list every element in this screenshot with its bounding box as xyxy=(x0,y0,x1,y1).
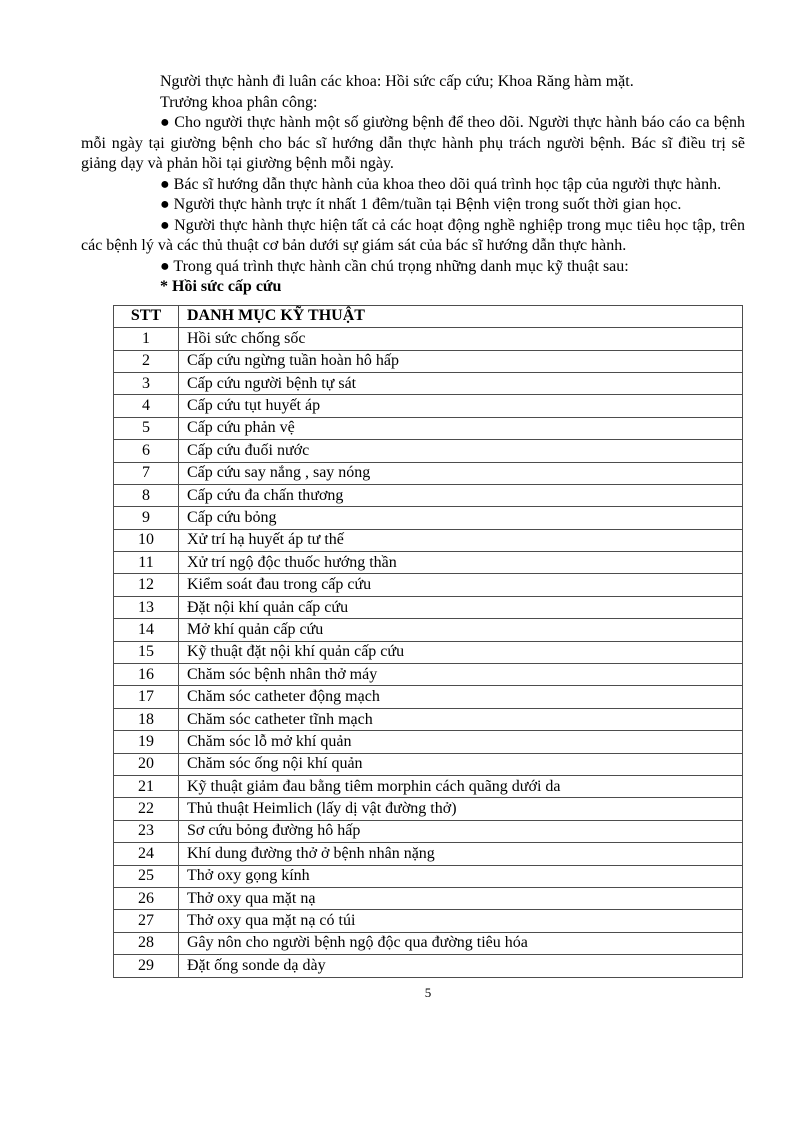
technique-name-cell: Chăm sóc lỗ mở khí quản xyxy=(179,731,743,753)
table-row xyxy=(114,619,743,641)
row-number-cell: 23 xyxy=(114,820,179,842)
technique-name-cell: Xử trí hạ huyết áp tư thế xyxy=(179,529,743,551)
technique-name-cell: Khí dung đường thở ở bệnh nhân nặng xyxy=(179,843,743,865)
technique-name-cell: Sơ cứu bỏng đường hô hấp xyxy=(179,820,743,842)
row-number-cell: 26 xyxy=(114,887,179,909)
row-number-cell: 4 xyxy=(114,395,179,417)
table-row xyxy=(114,462,743,484)
paragraph: ● Người thực hành trực ít nhất 1 đêm/tuần tại Bệnh viện trong suốt thời gian học. xyxy=(160,196,682,213)
table-body xyxy=(114,328,743,977)
row-number-cell: 8 xyxy=(114,484,179,506)
technique-name-cell: Cấp cứu tụt huyết áp xyxy=(179,395,743,417)
section-heading: * Hồi sức cấp cứu xyxy=(160,278,282,295)
page-content xyxy=(81,72,745,1001)
row-number-cell: 15 xyxy=(114,641,179,663)
table-row xyxy=(114,686,743,708)
table-header xyxy=(114,305,743,328)
technique-name-cell: Chăm sóc ống nội khí quản xyxy=(179,753,743,775)
technique-name-cell: Hồi sức chống sốc xyxy=(179,328,743,350)
row-number-cell: 6 xyxy=(114,440,179,462)
table-row xyxy=(114,664,743,686)
technique-name-cell: Chăm sóc catheter động mạch xyxy=(179,686,743,708)
row-number-cell: 13 xyxy=(114,596,179,618)
row-number-cell: 5 xyxy=(114,417,179,439)
table-row xyxy=(114,798,743,820)
table-row xyxy=(114,820,743,842)
row-number-cell: 21 xyxy=(114,776,179,798)
technique-name-cell: Cấp cứu bỏng xyxy=(179,507,743,529)
row-number-cell: 27 xyxy=(114,910,179,932)
row-number-cell: 19 xyxy=(114,731,179,753)
table-row xyxy=(114,776,743,798)
table-row xyxy=(114,552,743,574)
technique-name-cell: Mở khí quản cấp cứu xyxy=(179,619,743,641)
technique-name-cell: Thủ thuật Heimlich (lấy dị vật đường thở) xyxy=(179,798,743,820)
table-row xyxy=(114,843,743,865)
paragraph: ● Trong quá trình thực hành cần chú trọng những danh mục kỹ thuật sau: xyxy=(160,257,629,275)
technique-name-cell: Kiểm soát đau trong cấp cứu xyxy=(179,574,743,596)
row-number-cell: 11 xyxy=(114,552,179,574)
table-row xyxy=(114,395,743,417)
paragraph: Trưởng khoa phân công: xyxy=(160,93,318,111)
technique-name-cell: Cấp cứu đuối nước xyxy=(179,440,743,462)
technique-name-cell: Chăm sóc bệnh nhân thở máy xyxy=(179,664,743,686)
table-row xyxy=(114,596,743,618)
table-row xyxy=(114,910,743,932)
technique-name-cell: Xử trí ngộ độc thuốc hướng thần xyxy=(179,552,743,574)
row-number-cell: 28 xyxy=(114,932,179,954)
technique-name-cell: Thở oxy qua mặt nạ xyxy=(179,887,743,909)
table-row xyxy=(114,932,743,954)
row-number-cell: 25 xyxy=(114,865,179,887)
row-number-cell: 16 xyxy=(114,664,179,686)
table-row xyxy=(114,507,743,529)
paragraph: ● Cho người thực hành một số giường bệnh để theo dõi. Người thực hành báo cáo ca bệnh mỗi ngày tại giường bệnh cho bác sĩ hướng dẫn thực hành phụ trách người bệnh. Bác sĩ điều trị sẽ giảng dạy và phản hồi tại giường bệnh mỗi ngày. xyxy=(81,114,745,172)
row-number-cell: 24 xyxy=(114,843,179,865)
technique-name-cell: Kỹ thuật giảm đau bằng tiêm morphin cách quãng dưới da xyxy=(179,776,743,798)
table-row xyxy=(114,708,743,730)
technique-name-cell: Kỹ thuật đặt nội khí quản cấp cứu xyxy=(179,641,743,663)
column-header-stt: STT xyxy=(114,305,179,328)
row-number-cell: 12 xyxy=(114,574,179,596)
row-number-cell: 18 xyxy=(114,708,179,730)
row-number-cell: 14 xyxy=(114,619,179,641)
technique-name-cell: Cấp cứu ngừng tuần hoàn hô hấp xyxy=(179,350,743,372)
row-number-cell: 2 xyxy=(114,350,179,372)
row-number-cell: 9 xyxy=(114,507,179,529)
table-row xyxy=(114,440,743,462)
row-number-cell: 29 xyxy=(114,955,179,977)
paragraph: Người thực hành đi luân các khoa: Hồi sức cấp cứu; Khoa Răng hàm mặt. xyxy=(160,73,634,90)
table-row xyxy=(114,372,743,394)
row-number-cell: 1 xyxy=(114,328,179,350)
technique-name-cell: Gây nôn cho người bệnh ngộ độc qua đường tiêu hóa xyxy=(179,932,743,954)
technique-name-cell: Thở oxy gọng kính xyxy=(179,865,743,887)
table-row xyxy=(114,753,743,775)
technique-name-cell: Chăm sóc catheter tĩnh mạch xyxy=(179,708,743,730)
table-header-row xyxy=(114,305,743,328)
column-header-danh-muc-ky-thuat: DANH MỤC KỸ THUẬT xyxy=(179,305,743,328)
table-row xyxy=(114,529,743,551)
table-row xyxy=(114,350,743,372)
technique-name-cell: Đặt ống sonde dạ dày xyxy=(179,955,743,977)
table-row xyxy=(114,887,743,909)
table-row xyxy=(114,955,743,977)
page-number: 5 xyxy=(424,984,432,1000)
table-row xyxy=(114,731,743,753)
table-row xyxy=(114,417,743,439)
body-paragraphs xyxy=(81,72,745,277)
row-number-cell: 17 xyxy=(114,686,179,708)
paragraph: ● Người thực hành thực hiện tất cả các hoạt động nghề nghiệp trong mục tiêu học tập, trên các bệnh lý và các thủ thuật cơ bản dưới sự giám sát của bác sĩ hướng dẫn thực hành. xyxy=(81,216,745,254)
technique-name-cell: Thở oxy qua mặt nạ có túi xyxy=(179,910,743,932)
technique-name-cell: Cấp cứu đa chấn thương xyxy=(179,484,743,506)
row-number-cell: 10 xyxy=(114,529,179,551)
row-number-cell: 3 xyxy=(114,372,179,394)
row-number-cell: 22 xyxy=(114,798,179,820)
row-number-cell: 20 xyxy=(114,753,179,775)
technique-name-cell: Đặt nội khí quản cấp cứu xyxy=(179,596,743,618)
row-number-cell: 7 xyxy=(114,462,179,484)
table-row xyxy=(114,865,743,887)
table-row xyxy=(114,574,743,596)
techniques-table xyxy=(113,305,743,978)
paragraph: ● Bác sĩ hướng dẫn thực hành của khoa theo dõi quá trình học tập của người thực hành. xyxy=(160,175,722,193)
table-row xyxy=(114,484,743,506)
table-row xyxy=(114,641,743,663)
technique-name-cell: Cấp cứu say nắng , say nóng xyxy=(179,462,743,484)
technique-name-cell: Cấp cứu người bệnh tự sát xyxy=(179,372,743,394)
technique-name-cell: Cấp cứu phản vệ xyxy=(179,417,743,439)
table-row xyxy=(114,328,743,350)
